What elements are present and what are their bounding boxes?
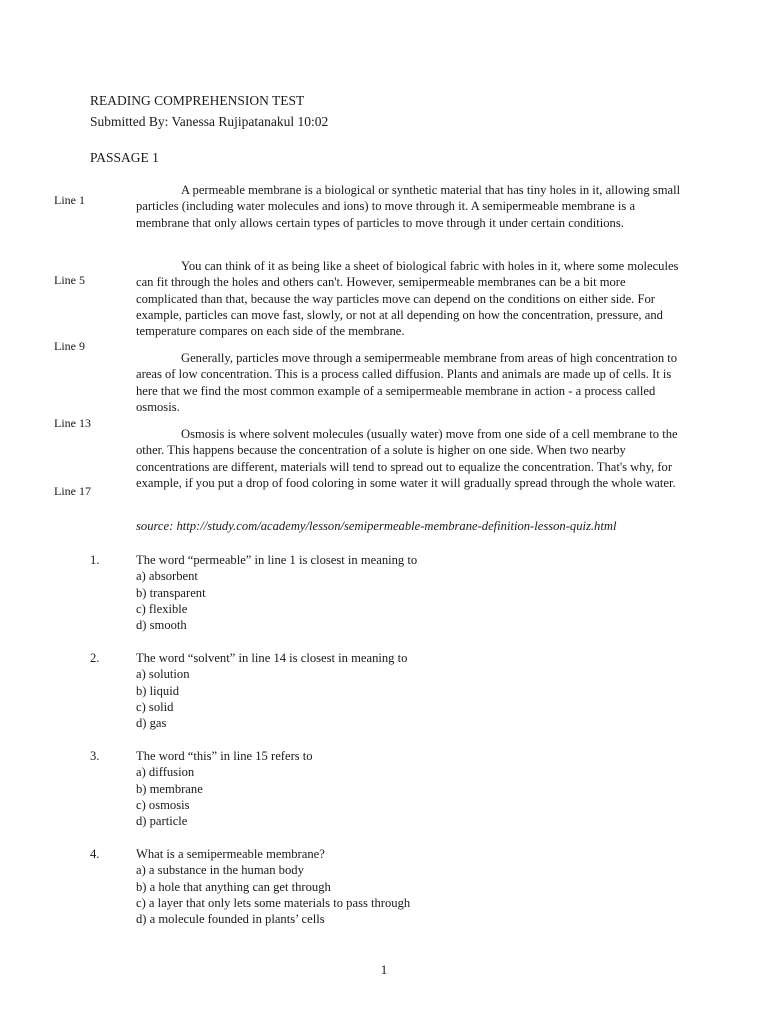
question-text-2: The word “solvent” in line 14 is closest in meaning to	[136, 651, 408, 665]
passage-label: PASSAGE 1	[90, 150, 159, 165]
question-2	[136, 650, 696, 731]
question-2-option-d: d) gas	[136, 716, 167, 731]
question-number-1: 1.	[90, 553, 100, 567]
passage-paragraph-2: You can think of it as being like a sheet of biological fabric with holes in it, where some molecules can fit through the holes and others can't. However, semipermeable membranes can be a bit more complicated than that, because the way particles move can depend on the conditions on either side. For example, particles can move fast, slowly, or not at all depending on how the concentration, pressure, and temperature compares on each side of the membrane.	[136, 259, 679, 339]
question-1-option-d: d) smooth	[136, 618, 187, 633]
passage-paragraph-4: Osmosis is where solvent molecules (usually water) move from one side of a cell membrane to the other. This happens because the concentration of a solute is higher on one side. When two nearby concentrations are different, materials will tend to spread out to equalize the concentration. That's why, for example, if you put a drop of food coloring in some water it will gradually spread through the whole water.	[136, 427, 678, 490]
source-citation: source: http://study.com/academy/lesson/semipermeable-membrane-definition-lesson-quiz.html	[136, 519, 617, 533]
question-1-option-a: a) absorbent	[136, 569, 198, 584]
passage-paragraph-3: Generally, particles move through a semipermeable membrane from areas of high concentration to areas of low concentration. This is a process called diffusion. Plants and animals are made up of cells. It is here that we find the most common example of a semipermeable membrane in action - a process called osmosis.	[136, 351, 678, 414]
question-text-3: The word “this” in line 15 refers to	[136, 749, 313, 763]
question-3	[136, 748, 696, 829]
question-3-option-a: a) diffusion	[136, 765, 195, 780]
question-2-option-c: c) solid	[136, 699, 174, 714]
line-label-9: Line 9	[54, 339, 85, 353]
question-3-option-c: c) osmosis	[136, 797, 190, 812]
line-label-5: Line 5	[54, 273, 85, 287]
page-number: 1	[380, 962, 388, 977]
question-number-2: 2.	[90, 651, 100, 665]
question-4-option-b: b) a hole that anything can get through	[136, 879, 331, 894]
question-2-option-a: a) solution	[136, 667, 190, 682]
question-4-option-a: a) a substance in the human body	[136, 863, 304, 878]
question-4	[136, 846, 696, 927]
question-1	[136, 552, 696, 633]
question-number-3: 3.	[90, 749, 100, 763]
line-label-17: Line 17	[54, 484, 91, 498]
question-number-4: 4.	[90, 847, 100, 861]
line-label-1: Line 1	[54, 193, 85, 207]
submitted-by: Submitted By: Vanessa Rujipatanakul 10:02	[90, 114, 329, 129]
question-1-option-b: b) transparent	[136, 585, 206, 600]
question-4-option-d: d) a molecule founded in plants’ cells	[136, 912, 325, 927]
question-3-option-b: b) membrane	[136, 781, 203, 796]
question-2-option-b: b) liquid	[136, 683, 180, 698]
question-text-4: What is a semipermeable membrane?	[136, 847, 325, 861]
passage-paragraph-1: A permeable membrane is a biological or synthetic material that has tiny holes in it, allowing small particles (including water molecules and ions) to move through it. A semipermeable membrane is a membrane that only allows certain types of particles to move through it under certain conditions.	[136, 183, 681, 230]
question-3-option-d: d) particle	[136, 814, 188, 829]
question-text-1: The word “permeable” in line 1 is closest in meaning to	[136, 553, 418, 567]
document-title: READING COMPREHENSION TEST	[90, 93, 305, 108]
line-label-13: Line 13	[54, 416, 91, 430]
question-1-option-c: c) flexible	[136, 601, 188, 616]
question-4-option-c: c) a layer that only lets some materials to pass through	[136, 895, 411, 910]
